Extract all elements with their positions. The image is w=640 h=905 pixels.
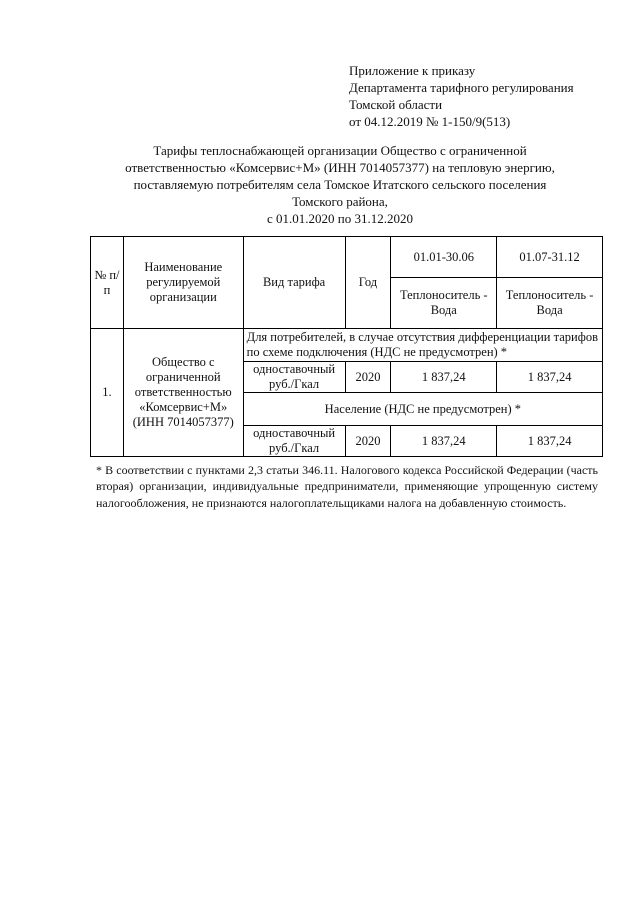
appendix-header [349, 62, 574, 130]
header-number: № п/п [91, 237, 124, 329]
tariff-table [90, 236, 603, 457]
tariff-value-cell: 1 837,24 [497, 426, 603, 457]
row-organization: Общество с ограниченной ответственностью «Комсервис+М» (ИНН 7014057377) [123, 329, 243, 457]
title-line: с 01.01.2020 по 31.12.2020 [267, 211, 413, 226]
header-carrier-1: Теплоноситель - Вода [391, 278, 497, 329]
tariff-value-cell: 1 837,24 [391, 426, 497, 457]
tariff-type-cell: одноставочный руб./Гкал [243, 362, 345, 393]
appendix-line: Департамента тарифного регулирования [349, 80, 574, 95]
appendix-line: от 04.12.2019 № 1-150/9(513) [349, 114, 511, 129]
tariff-type-cell: одноставочный руб./Гкал [243, 426, 345, 457]
group-label: Для потребителей, в случае отсутствия дифференциации тарифов по схеме подключения (НДС не предусмотрен) * [243, 329, 602, 362]
appendix-line: Приложение к приказу [349, 63, 476, 78]
row-number: 1. [91, 329, 124, 457]
group-label: Население (НДС не предусмотрен) * [243, 393, 602, 426]
tariff-value-cell: 1 837,24 [497, 362, 603, 393]
header-year: Год [345, 237, 391, 329]
header-tariff-type: Вид тарифа [243, 237, 345, 329]
appendix-line: Томской области [349, 97, 443, 112]
year-cell: 2020 [345, 426, 391, 457]
header-period-2: 01.07-31.12 [497, 237, 603, 278]
header-carrier-2: Теплоноситель - Вода [497, 278, 603, 329]
title-line: поставляемую потребителям села Томское Итатского сельского поселения [133, 177, 547, 192]
footnote: * В соответствии с пунктами 2,3 статьи 346.11. Налогового кодекса Российской Федерации (часть вторая) организации, индивидуальные предприниматели, применяющие упрощенную систему налогообложения, не признаются налогоплательщиками налога на добавленную стоимость. [96, 463, 598, 510]
title-line: Томского района, [292, 194, 388, 209]
title-line: Тарифы теплоснабжающей организации Общество с ограниченной [153, 143, 527, 158]
year-cell: 2020 [345, 362, 391, 393]
header-organization: Наименование регулируемой организации [123, 237, 243, 329]
document-title [80, 142, 600, 227]
tariff-value-cell: 1 837,24 [391, 362, 497, 393]
title-line: ответственностью «Комсервис+М» (ИНН 7014057377) на тепловую энергию, [125, 160, 555, 175]
header-period-1: 01.01-30.06 [391, 237, 497, 278]
